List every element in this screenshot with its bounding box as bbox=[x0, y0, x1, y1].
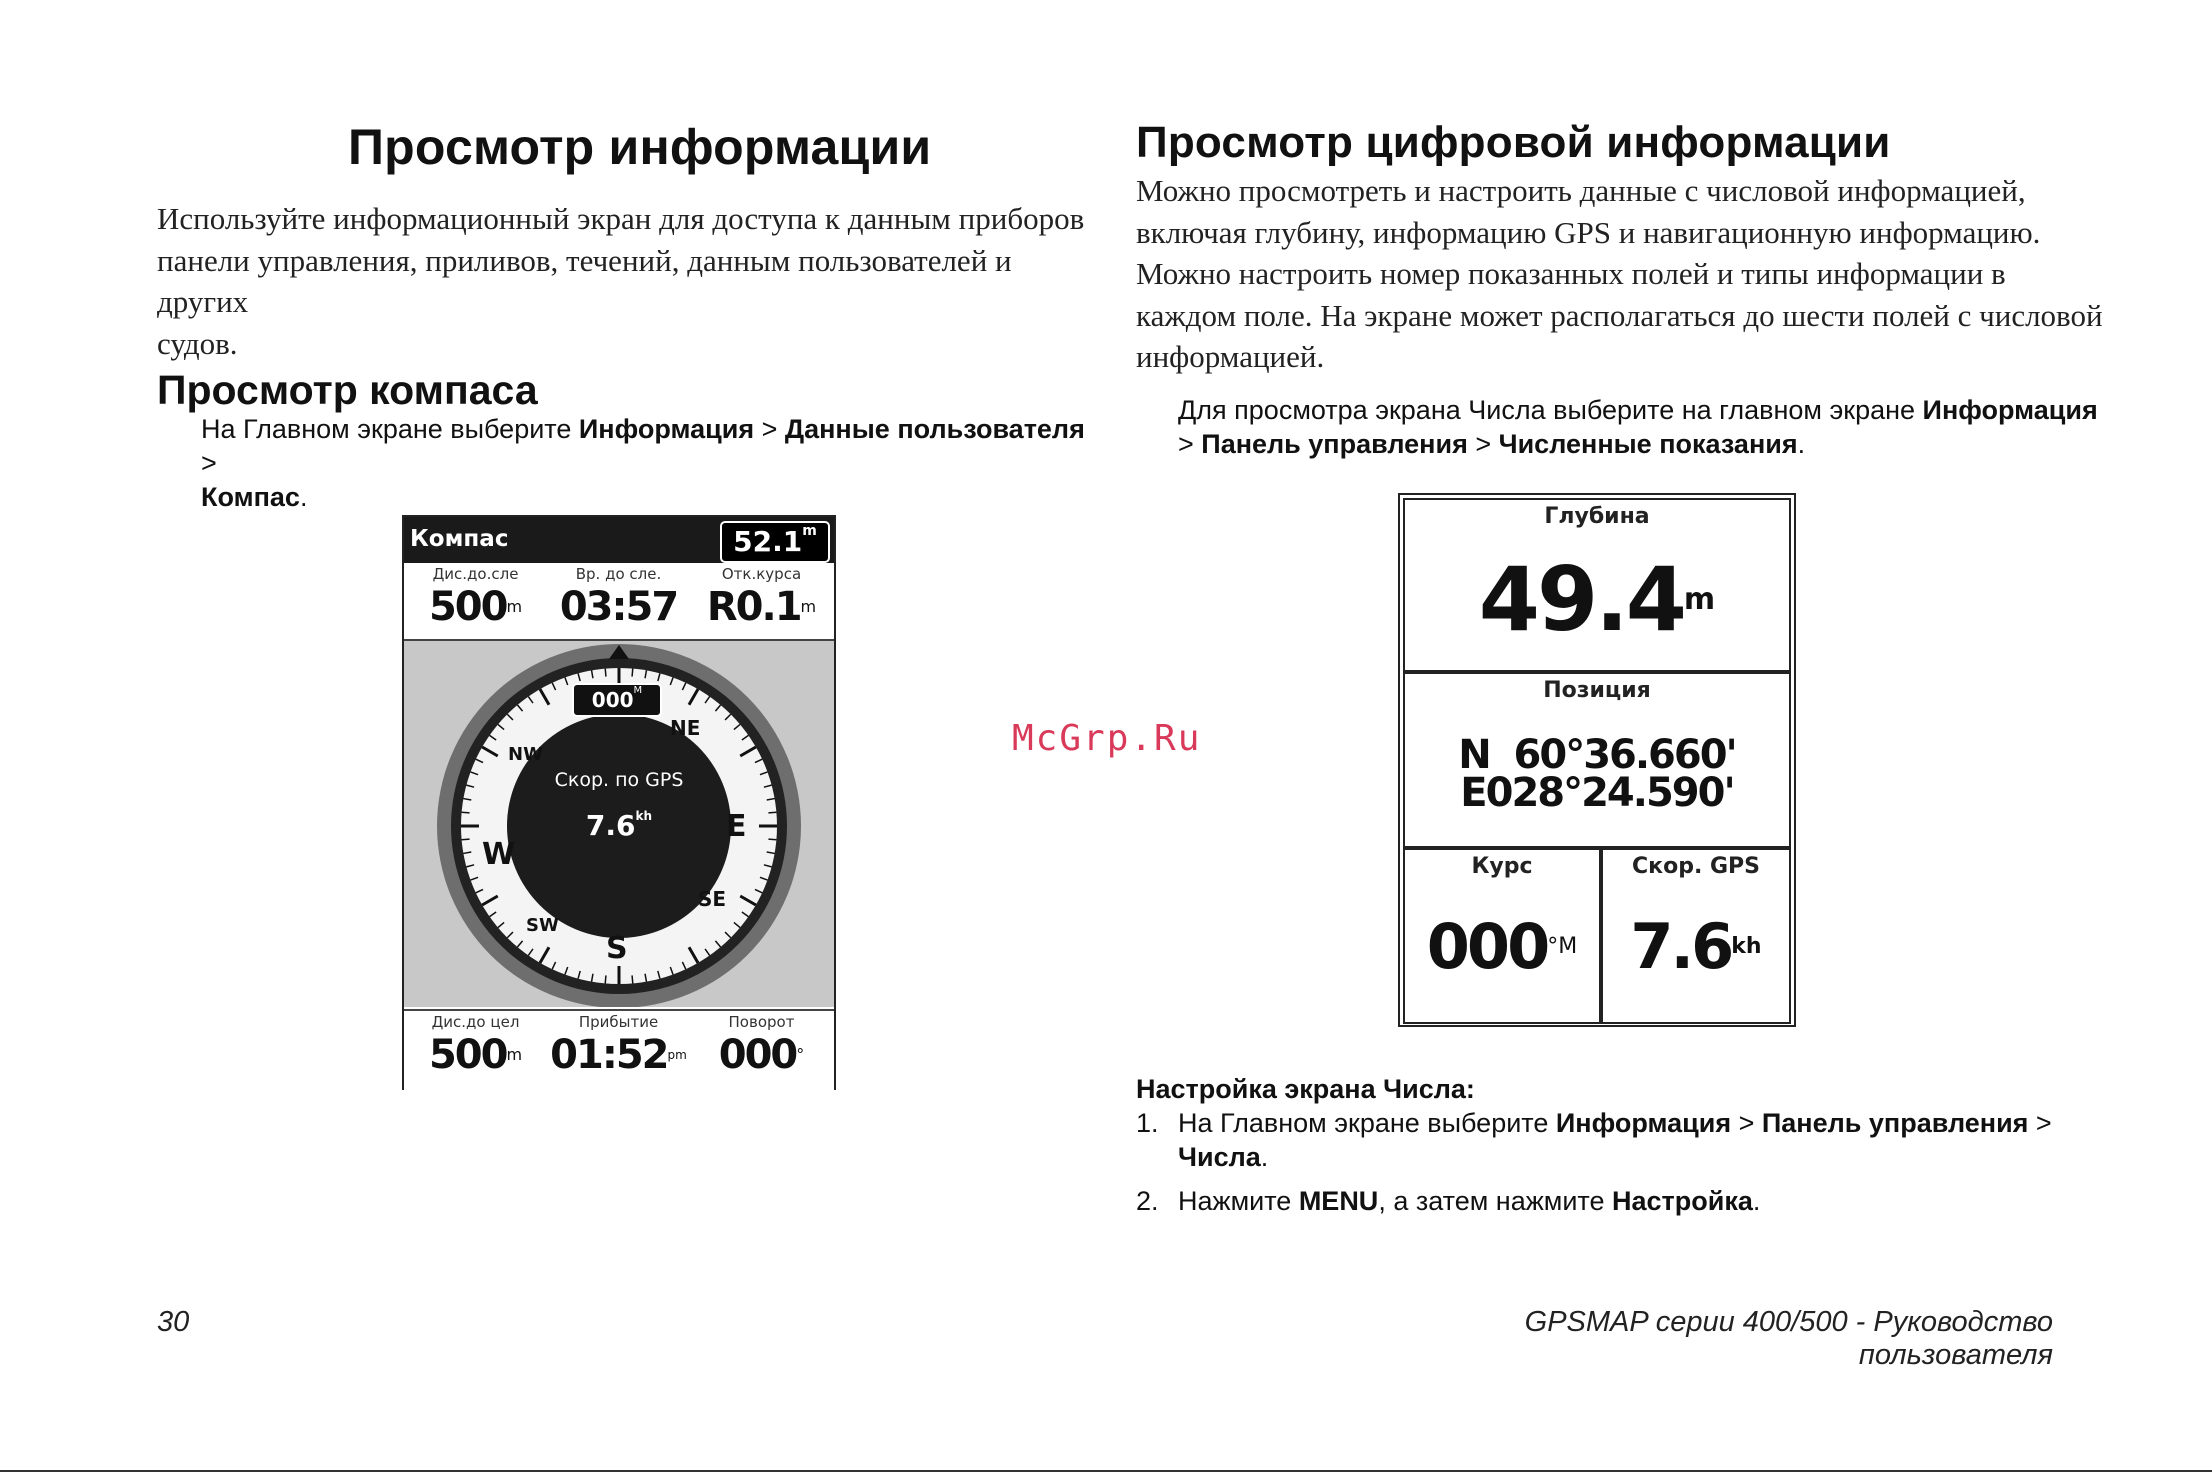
dir-nw: NW bbox=[508, 744, 543, 765]
field-value: 500 bbox=[428, 584, 507, 630]
dir-w: W bbox=[482, 837, 516, 872]
depth-readout-value: 52.1 bbox=[733, 525, 803, 558]
setup-heading: Настройка экрана Числа: bbox=[1136, 1074, 1475, 1104]
field-label: Прибытие bbox=[578, 1013, 659, 1031]
path-separator: > bbox=[2028, 1108, 2052, 1138]
instr-text: На Главном экране выберите bbox=[201, 414, 579, 444]
position-label: Позиция bbox=[1543, 678, 1651, 703]
step-text: На Главном экране выберите bbox=[1178, 1108, 1556, 1138]
step-number: 1. bbox=[1136, 1108, 1159, 1138]
intro-right-line: включая глубину, информацию GPS и навигационную информацию. bbox=[1136, 214, 2041, 250]
depth-label: Глубина bbox=[1544, 504, 1650, 529]
path-separator: > bbox=[1178, 429, 1202, 459]
watermark: McGrp.Ru bbox=[1012, 718, 1202, 759]
menu-path-info: Информация bbox=[1555, 1108, 1732, 1138]
field-unit: pm bbox=[667, 1048, 687, 1062]
field-arrival bbox=[547, 1013, 690, 1079]
field-label: Поворот bbox=[728, 1013, 795, 1031]
dir-ne: NE bbox=[670, 716, 701, 740]
digits-instructions bbox=[1178, 393, 2178, 461]
intro-right-line: Можно просмотреть и настроить данные с числовой информацией, bbox=[1136, 173, 2026, 208]
speed-label: Скор. GPS bbox=[1632, 854, 1760, 879]
step-number: 2. bbox=[1136, 1186, 1159, 1216]
path-separator: > bbox=[1731, 1108, 1762, 1138]
field-unit: m bbox=[506, 1045, 523, 1064]
course-label: Курс bbox=[1471, 854, 1533, 879]
footer-doc-title: GPSMAP серии 400/500 - Руководство пользователя bbox=[1524, 1306, 2053, 1371]
menu-path-compass: Компас bbox=[201, 482, 300, 512]
intro-left-line: судов. bbox=[157, 325, 238, 361]
inner-label: Скор. по GPS bbox=[554, 769, 684, 791]
intro-left-line: панели управления, приливов, течений, данным пользователей и других bbox=[157, 242, 1012, 319]
menu-path-user-data: Данные пользователя bbox=[784, 414, 1085, 444]
menu-path-info: Информация bbox=[1922, 395, 2098, 425]
page-bottom-rule bbox=[0, 1470, 2212, 1472]
depth-unit: m bbox=[1683, 582, 1716, 617]
setup-step-2 bbox=[1136, 1184, 2136, 1218]
field-value: 000 bbox=[718, 1032, 797, 1078]
compass-tick bbox=[605, 669, 606, 677]
bottom-data-fields bbox=[404, 1009, 834, 1090]
depth-value: 49.4 bbox=[1478, 548, 1684, 651]
field-time-next bbox=[547, 565, 690, 631]
course-value: 000 bbox=[1426, 910, 1548, 983]
field-label: Дис.до.сле bbox=[432, 565, 519, 583]
intro-left bbox=[157, 198, 1097, 364]
step-end: . bbox=[1752, 1186, 1761, 1216]
compass-tick bbox=[768, 812, 776, 813]
step-text: , а затем нажмите bbox=[1378, 1186, 1612, 1216]
field-unit: m bbox=[800, 597, 817, 616]
position-lat: N 60°36.660' bbox=[1458, 732, 1736, 778]
compass-tick bbox=[632, 669, 633, 677]
compass-tick bbox=[768, 839, 776, 840]
inner-value-unit: kh bbox=[635, 809, 653, 823]
intro-right bbox=[1136, 170, 2136, 378]
path-separator: > bbox=[201, 448, 217, 478]
compass-heading: Просмотр компаса bbox=[157, 367, 538, 413]
dir-sw: SW bbox=[526, 915, 559, 936]
digits-screen bbox=[1398, 493, 1796, 1027]
field-label: Дис.до цел bbox=[431, 1013, 520, 1031]
speed-value: 7.6 bbox=[1630, 910, 1732, 983]
heading-box-unit: M bbox=[633, 685, 643, 696]
compass-area bbox=[404, 641, 834, 1007]
step-end: . bbox=[1260, 1142, 1269, 1172]
field-value: 500 bbox=[428, 1032, 507, 1078]
depth-readout-unit: m bbox=[802, 523, 817, 539]
field-unit: m bbox=[506, 597, 523, 616]
depth-field bbox=[1403, 498, 1791, 672]
inner-value bbox=[534, 809, 704, 842]
menu-path-dashboard: Панель управления bbox=[1761, 1108, 2029, 1138]
field-off-course bbox=[690, 565, 833, 631]
inner-value-number: 7.6 bbox=[585, 809, 636, 842]
menu-path-numbers: Числа bbox=[1178, 1142, 1261, 1172]
heading-box-value: 000 bbox=[591, 688, 634, 712]
intro-right-line: информацией. bbox=[1136, 339, 1325, 374]
compass-screen bbox=[402, 515, 836, 1090]
path-separator: > bbox=[1467, 429, 1499, 459]
compass-tick bbox=[605, 975, 606, 983]
field-label: Вр. до сле. bbox=[575, 565, 662, 583]
compass-tick bbox=[462, 839, 470, 840]
course-field bbox=[1403, 848, 1601, 1024]
intro-left-line: Используйте информационный экран для доступа к данным приборов bbox=[157, 201, 1085, 236]
compass-title-bar bbox=[404, 517, 834, 563]
menu-path-dashboard: Панель управления bbox=[1201, 429, 1468, 459]
page-title-left: Просмотр информации bbox=[348, 119, 932, 175]
intro-right-line: каждом поле. На экране может располагаться до шести полей с числовой bbox=[1136, 297, 2103, 333]
field-value: 03:57 bbox=[559, 584, 678, 630]
position-lon: E028°24.590' bbox=[1460, 770, 1734, 816]
field-turn bbox=[690, 1013, 833, 1079]
step-text: Нажмите bbox=[1178, 1186, 1299, 1216]
field-unit: ° bbox=[796, 1045, 805, 1064]
compass-instructions bbox=[201, 412, 1101, 514]
speed-unit: kh bbox=[1731, 934, 1762, 959]
speed-field bbox=[1601, 848, 1791, 1024]
menu-path-info: Информация bbox=[578, 414, 755, 444]
instr-end: . bbox=[1797, 429, 1806, 459]
menu-key: MENU bbox=[1298, 1186, 1379, 1216]
field-value: R0.1 bbox=[706, 584, 801, 630]
compass-tick bbox=[632, 975, 633, 983]
heading-box bbox=[572, 683, 662, 717]
setup-step-1 bbox=[1136, 1106, 2136, 1174]
field-value: 01:52 bbox=[550, 1032, 668, 1078]
intro-right-line: Можно настроить номер показанных полей и типы информации в bbox=[1136, 256, 2006, 291]
path-separator: > bbox=[754, 414, 785, 444]
dir-e: E bbox=[726, 809, 747, 844]
instr-end: . bbox=[299, 482, 308, 512]
instr-text: Для просмотра экрана Числа выберите на главном экране bbox=[1178, 395, 1923, 425]
menu-path-numbers: Численные показания bbox=[1498, 429, 1798, 459]
field-dist-next bbox=[404, 565, 547, 631]
position-field bbox=[1403, 672, 1791, 848]
top-data-fields bbox=[404, 563, 834, 641]
compass-tick bbox=[462, 812, 470, 813]
page-number: 30 bbox=[157, 1306, 190, 1338]
depth-readout bbox=[720, 521, 830, 563]
field-dist-dest bbox=[404, 1013, 547, 1079]
compass-title: Компас bbox=[410, 526, 509, 552]
course-unit: °M bbox=[1547, 934, 1578, 959]
menu-setup: Настройка bbox=[1612, 1186, 1753, 1216]
dir-s: S bbox=[606, 931, 628, 966]
field-label: Отк.курса bbox=[721, 565, 802, 583]
dir-se: SE bbox=[698, 887, 727, 911]
page-title-right: Просмотр цифровой информации bbox=[1136, 118, 1891, 167]
